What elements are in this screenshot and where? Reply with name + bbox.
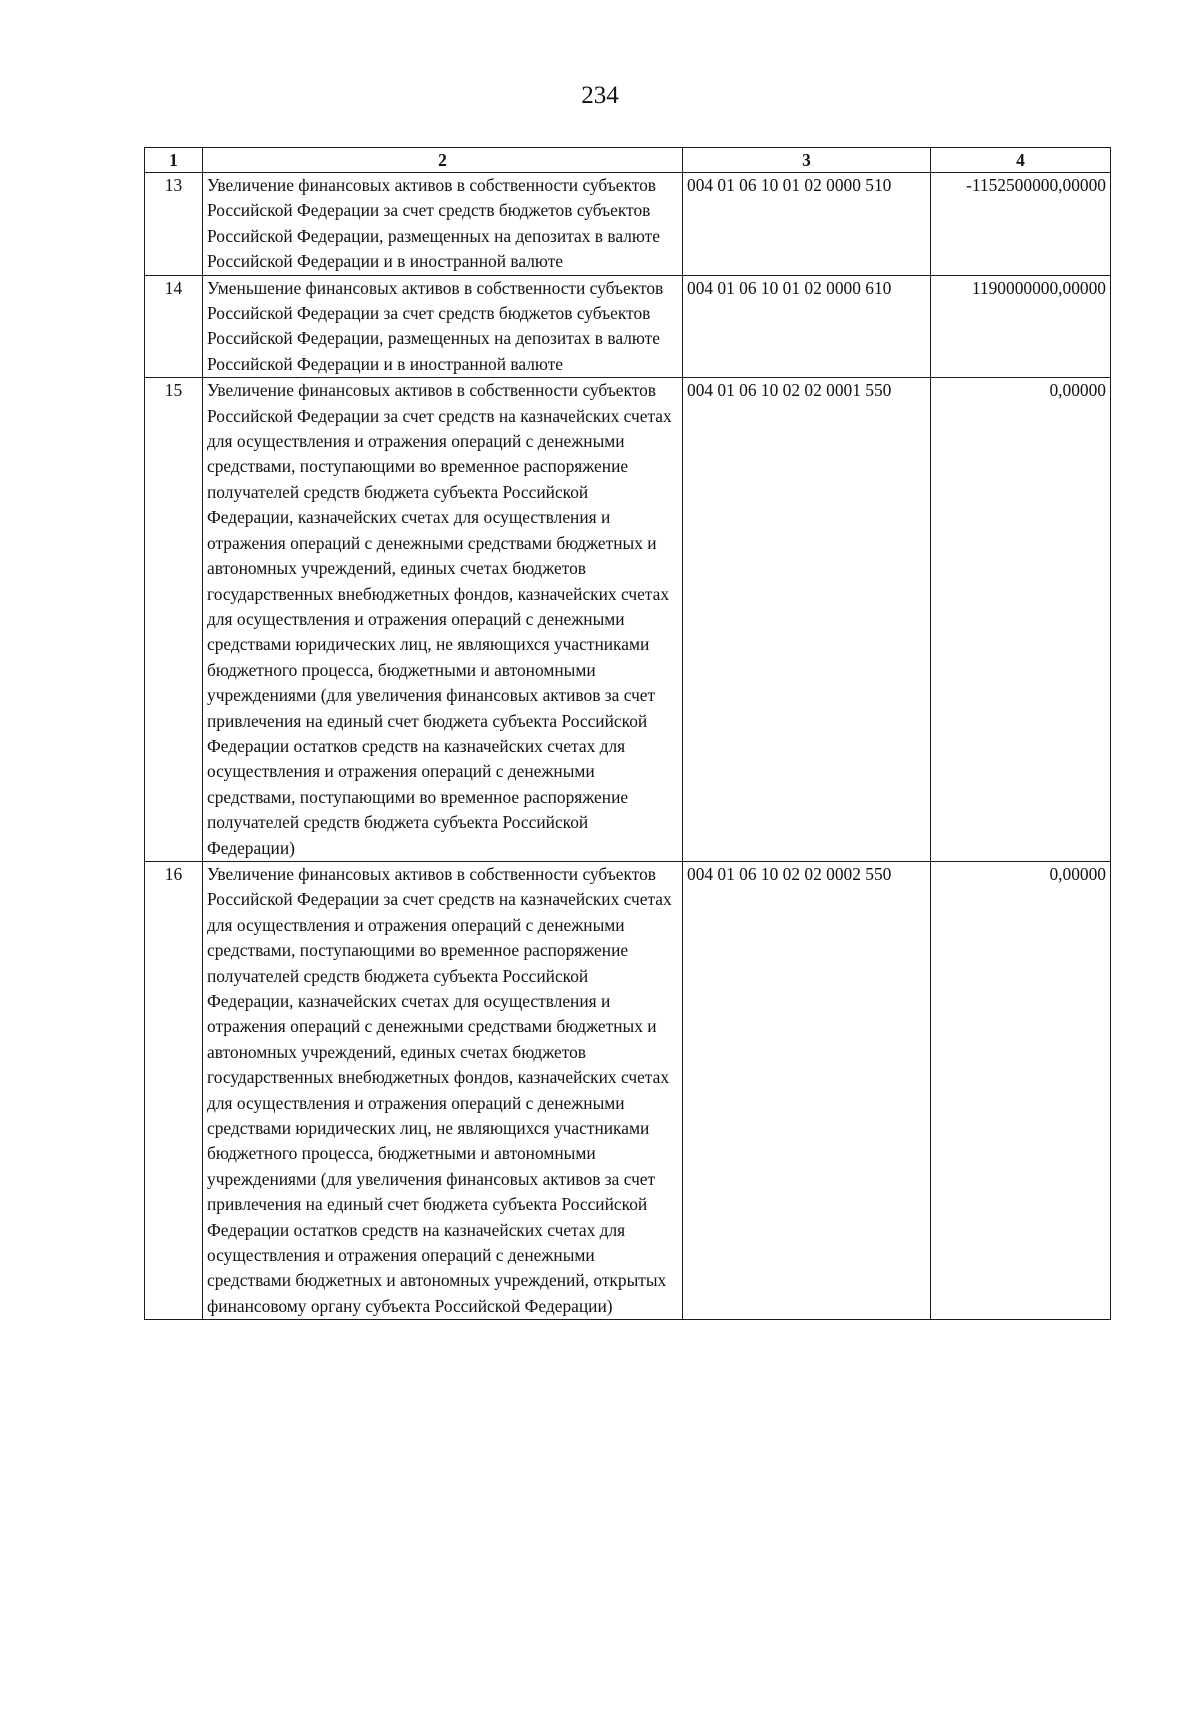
table-row — [145, 173, 1111, 276]
row-number: 14 — [145, 275, 203, 378]
row-number: 16 — [145, 861, 203, 1319]
row-code: 004 01 06 10 01 02 0000 610 — [683, 275, 931, 378]
table-row — [145, 275, 1111, 378]
row-amount: 0,00000 — [931, 861, 1111, 1319]
table-row — [145, 861, 1111, 1319]
row-number: 13 — [145, 173, 203, 276]
row-amount: 1190000000,00000 — [931, 275, 1111, 378]
row-amount: -1152500000,00000 — [931, 173, 1111, 276]
table-header-row — [145, 148, 1111, 173]
row-number: 15 — [145, 378, 203, 862]
table-row — [145, 378, 1111, 862]
row-description: Уменьшение финансовых активов в собственности субъектов Российской Федерации за счет средств бюджетов субъектов Российской Федерации, размещенных на депозитах в валюте Российской Федерации и в иностранной валюте — [203, 275, 683, 378]
page-number: 234 — [581, 82, 619, 109]
column-header-3: 3 — [683, 148, 931, 173]
row-code: 004 01 06 10 01 02 0000 510 — [683, 173, 931, 276]
row-description: Увеличение финансовых активов в собственности субъектов Российской Федерации за счет средств на казначейских счетах для осуществления и отражения операций с денежными средствами, поступающими во временное распоряжение получателей средств бюджета субъекта Российской Федерации, казначейских счетах для осуществления и отражения операций с денежными средствами бюджетных и автономных учреждений, единых счетах бюджетов государственных внебюджетных фондов, казначейских счетах для осуществления и отражения операций с денежными средствами юридических лиц, не являющихся участниками бюджетного процесса, бюджетными и автономными учреждениями (для увеличения финансовых активов за счет привлечения на единый счет бюджета субъекта Российской Федерации остатков средств на казначейских счетах для осуществления и отражения операций с денежными средствами, поступающими во временное распоряжение получателей средств бюджета субъекта Российской Федерации) — [203, 378, 683, 862]
column-header-4: 4 — [931, 148, 1111, 173]
row-code: 004 01 06 10 02 02 0002 550 — [683, 861, 931, 1319]
row-amount: 0,00000 — [931, 378, 1111, 862]
column-header-2: 2 — [203, 148, 683, 173]
column-header-1: 1 — [145, 148, 203, 173]
row-code: 004 01 06 10 02 02 0001 550 — [683, 378, 931, 862]
row-description: Увеличение финансовых активов в собственности субъектов Российской Федерации за счет средств на казначейских счетах для осуществления и отражения операций с денежными средствами, поступающими во временное распоряжение получателей средств бюджета субъекта Российской Федерации, казначейских счетах для осуществления и отражения операций с денежными средствами бюджетных и автономных учреждений, единых счетах бюджетов государственных внебюджетных фондов, казначейских счетах для осуществления и отражения операций с денежными средствами юридических лиц, не являющихся участниками бюджетного процесса, бюджетными и автономными учреждениями (для увеличения финансовых активов за счет привлечения на единый счет бюджета субъекта Российской Федерации остатков средств на казначейских счетах для осуществления и отражения операций с денежными средствами бюджетных и автономных учреждений, открытых финансовому органу субъекта Российской Федерации) — [203, 861, 683, 1319]
budget-sources-table — [144, 147, 1111, 1320]
row-description: Увеличение финансовых активов в собственности субъектов Российской Федерации за счет средств бюджетов субъектов Российской Федерации, размещенных на депозитах в валюте Российской Федерации и в иностранной валюте — [203, 173, 683, 276]
